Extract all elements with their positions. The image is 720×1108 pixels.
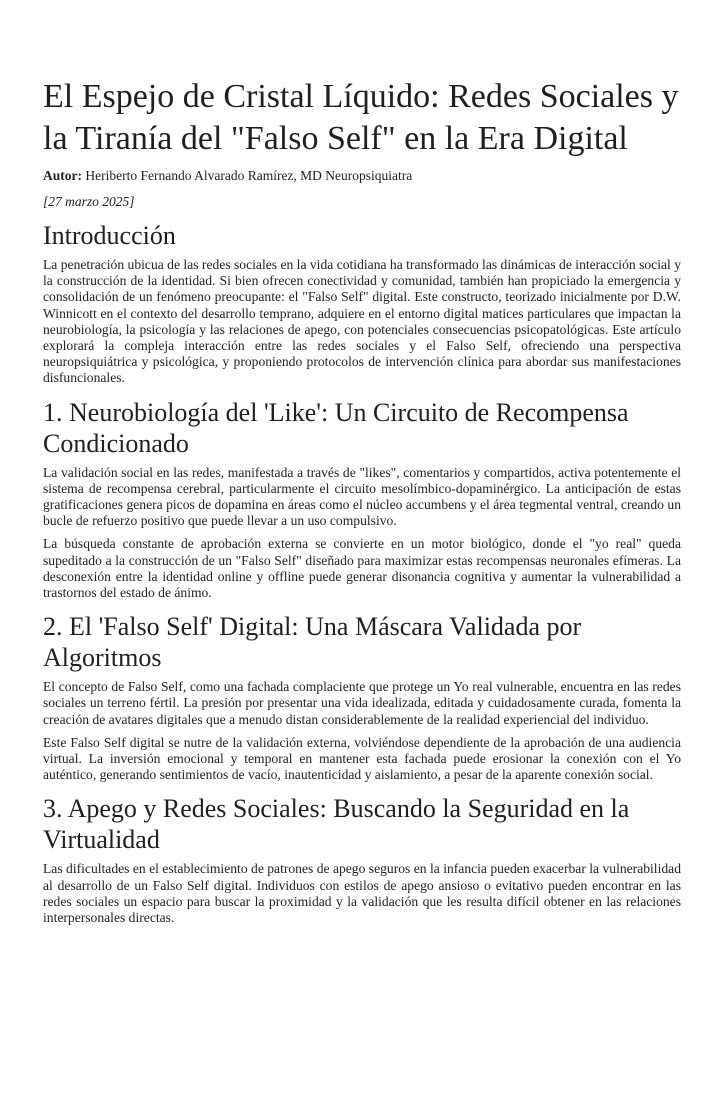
author-label: Autor: [43,168,82,183]
paragraph: La penetración ubicua de las redes sociales en la vida cotidiana ha transformado las dinámicas de interacción social y la construcción de la identidad. Si bien ofrecen conectividad y comunidad, también han propiciado la emergencia y consolidación de un fenómeno preocupante: el "Falso Self" digital. Este constructo, teorizado inicialmente por D.W. Winnicott en el contexto del desarrollo temprano, adquiere en el entorno digital matices particulares que impactan la neurobiología, la psicología y las relaciones de apego, con potenciales consecuencias psicopatológicas. Este artículo explorará la compleja interacción entre las redes sociales y el Falso Self, ofreciendo una perspectiva neuropsiquiátrica y psicológica, y proponiendo protocolos de intervención clínica para abordar sus manifestaciones disfuncionales. [43,257,681,386]
paragraph: La validación social en las redes, manifestada a través de "likes", comentarios y compartidos, activa potentemente el sistema de recompensa cerebral, particularmente el circuito mesolímbico-dopaminérgico. La anticipación de estas gratificaciones genera picos de dopamina en áreas como el núcleo accumbens y el área tegmental ventral, creando un bucle de refuerzo positivo que puede llevar a un uso compulsivo. [43,464,681,529]
article [43,76,681,933]
section-false-self [43,611,681,783]
article-title: El Espejo de Cristal Líquido: Redes Sociales y la Tiranía del "Falso Self" en la Era Digital [43,78,679,157]
author-name: Heriberto Fernando Alvarado Ramírez, MD Neuropsiquiatra [82,168,413,183]
author-line [43,167,681,185]
publication-date: [27 marzo 2025] [43,194,135,209]
section-neurobiology [43,397,681,602]
paragraph: Este Falso Self digital se nutre de la validación externa, volviéndose dependiente de la aprobación de una audiencia virtual. La inversión emocional y temporal en mantener esta fachada puede erosionar la conexión con el Yo auténtico, generando sentimientos de vacío, inautenticidad y aislamiento, a pesar de la aparente conexión social. [43,734,681,783]
section-attachment [43,793,681,926]
paragraph: Las dificultades en el establecimiento de patrones de apego seguros en la infancia pueden exacerbar la vulnerabilidad al desarrollo de un Falso Self digital. Individuos con estilos de apego ansioso o evitativo pueden encontrar en las redes sociales un espacio para buscar la proximidad y la validación que les resulta difícil obtener en las relaciones interpersonales directas. [43,861,681,926]
section-heading: 3. Apego y Redes Sociales: Buscando la Seguridad en la Virtualidad [43,794,630,855]
paragraph: La búsqueda constante de aprobación externa se convierte en un motor biológico, donde el "yo real" queda supeditado a la construcción de un "Falso Self" diseñado para maximizar estas recompensas neuronales efímeras. La desconexión entre la identidad online y offline puede generar disonancia cognitiva y aumentar la vulnerabilidad a trastornos del estado de ánimo. [43,536,681,601]
section-introduction [43,220,681,387]
section-heading: 2. El 'Falso Self' Digital: Una Máscara Validada por Algoritmos [43,612,582,673]
section-heading: Introducción [43,221,176,250]
section-heading: 1. Neurobiología del 'Like': Un Circuito de Recompensa Condicionado [43,397,629,458]
paragraph: El concepto de Falso Self, como una fachada complaciente que protege un Yo real vulnerable, encuentra en las redes sociales un terreno fértil. La presión por presentar una vida idealizada, editada y cuidadosamente curada, fomenta la creación de avatares digitales que a menudo distan considerablemente de la realidad experiencial del individuo. [43,679,681,727]
